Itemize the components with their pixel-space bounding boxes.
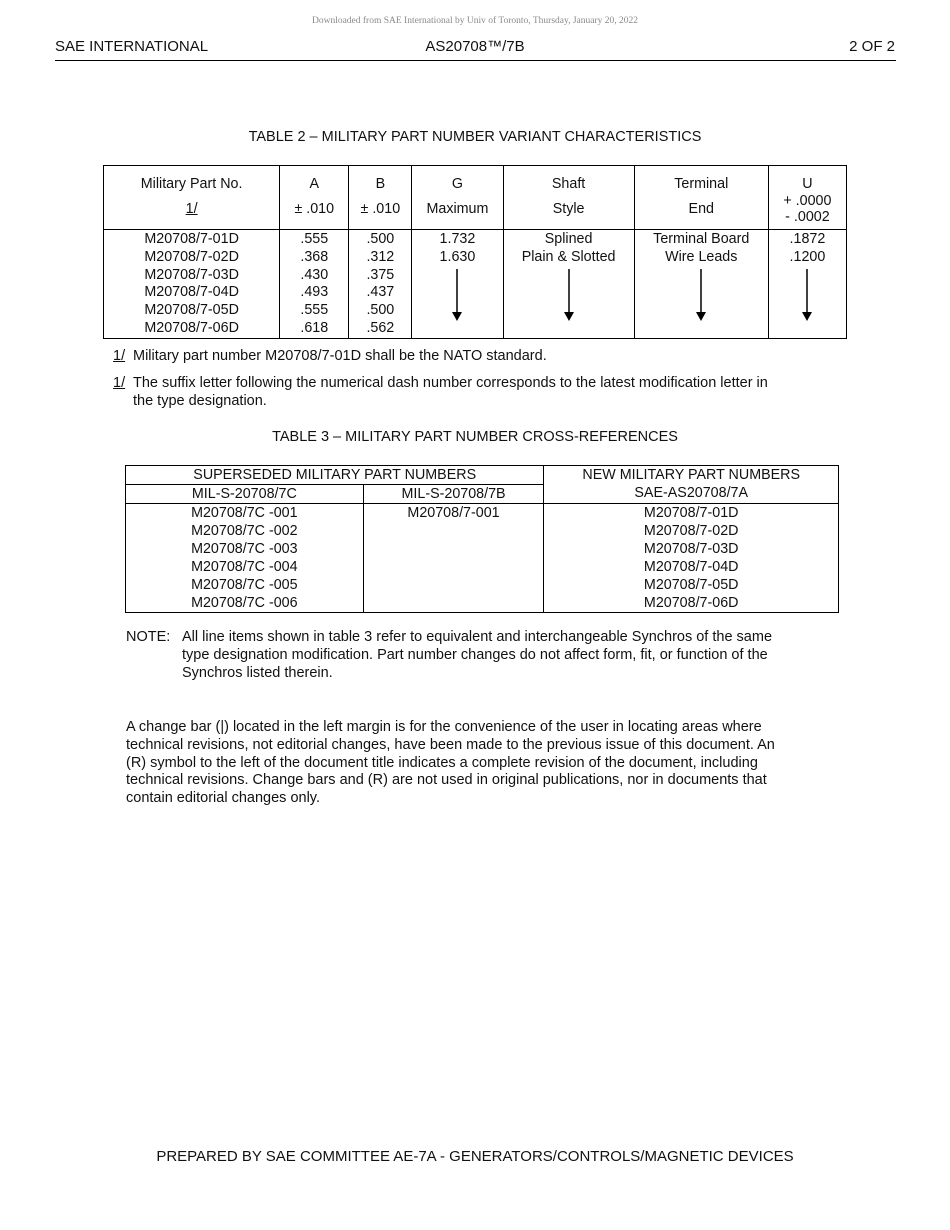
prepared-by-footer: PREPARED BY SAE COMMITTEE AE-7A - GENERATORS/CONTROLS/MAGNETIC DEVICES: [156, 1148, 794, 1165]
superseded-heading: SUPERSEDED MILITARY PART NUMBERS: [126, 466, 544, 485]
a-value: .368: [300, 248, 329, 265]
terminal-end: Wire Leads: [665, 248, 738, 265]
table2-header-cell: G Maximum: [412, 166, 503, 230]
b-value: .312: [366, 248, 395, 265]
part-number: M20708/7-04D: [144, 284, 239, 301]
table2-variant-characteristics: [103, 165, 847, 339]
b-value: .500: [366, 231, 395, 247]
superseded-part-7c: M20708/7C -002: [191, 523, 298, 539]
header-page-number: 2 OF 2: [849, 38, 895, 55]
footnote-text: The suffix letter following the numerical dash number corresponds to the latest modification letter in: [133, 375, 768, 391]
superseded-part-7c: M20708/7C -005: [191, 577, 298, 593]
a-value: .430: [300, 266, 329, 283]
table2-header-cell: U + .0000 - .0002: [768, 166, 846, 230]
part-number: M20708/7-02D: [144, 248, 239, 265]
u-value: .1200: [789, 248, 826, 265]
b-value: .375: [366, 266, 395, 283]
shaft-style: Plain & Slotted: [521, 248, 616, 265]
table3-col3-cell: [544, 504, 839, 613]
footnote-text: the type designation.: [133, 393, 267, 409]
new-part-number: M20708/7-02D: [643, 523, 739, 539]
col3-heading: SAE-AS20708/7A: [634, 485, 749, 501]
new-part-number: M20708/7-04D: [643, 559, 739, 575]
table2-b-cell: [349, 230, 412, 339]
note-text-line: Synchros listed therein.: [182, 665, 333, 681]
col1-heading: MIL-S-20708/7C: [126, 485, 364, 504]
superseded-part-7b: M20708/7-001: [407, 505, 500, 521]
table2-terminal-cell: [634, 230, 768, 339]
download-notice: Downloaded from SAE International by Univ of Toronto, Thursday, January 20, 2022: [311, 16, 639, 26]
part-number: M20708/7-03D: [144, 266, 239, 283]
header-org: SAE INTERNATIONAL: [55, 38, 209, 55]
terminal-end: Terminal Board: [653, 231, 750, 247]
table2-caption: TABLE 2 – MILITARY PART NUMBER VARIANT CHARACTERISTICS: [248, 129, 702, 145]
new-heading: NEW MILITARY PART NUMBERS: [582, 467, 801, 483]
footnote-mark: 1/: [113, 348, 126, 364]
table2-u-cell: [768, 230, 846, 339]
table2-header-cell: Shaft Style: [503, 166, 634, 230]
b-value: .437: [366, 284, 395, 301]
table3-cross-references: [125, 465, 839, 613]
table3-body-row: [126, 504, 839, 613]
a-value: .618: [300, 319, 329, 336]
u-value: .1872: [789, 231, 826, 247]
part-number: M20708/7-06D: [144, 319, 239, 336]
part-number: M20708/7-01D: [144, 231, 239, 247]
table2-part-number-cell: [104, 230, 280, 339]
superseded-part-7c: M20708/7C -001: [191, 505, 298, 521]
table2-header-cell: B ± .010: [349, 166, 412, 230]
down-arrow-icon: [563, 267, 575, 323]
g-value: 1.732: [439, 231, 476, 247]
paragraph-line: (R) symbol to the left of the document title indicates a complete revision of the document, including: [126, 754, 758, 771]
b-value: .562: [366, 319, 395, 336]
footnote-mark: 1/: [113, 375, 126, 391]
superseded-part-7c: M20708/7C -006: [191, 595, 298, 611]
header-doc-id: AS20708™/7B: [425, 38, 525, 55]
superseded-part-7c: M20708/7C -003: [191, 541, 298, 557]
footnote-text: Military part number M20708/7-01D shall be the NATO standard.: [133, 348, 547, 364]
table3-col1-cell: [126, 504, 364, 613]
change-bar-paragraph: [126, 719, 846, 808]
footnote-2: [113, 374, 893, 410]
note-text-line: type designation modification. Part number changes do not affect form, fit, or function of the: [182, 647, 768, 663]
table2-header-cell: Terminal End: [634, 166, 768, 230]
new-part-number: M20708/7-01D: [643, 505, 739, 521]
header-rule: [55, 60, 896, 61]
table2-g-cell: [412, 230, 503, 339]
table2-header-cell: A ± .010: [280, 166, 349, 230]
table3-col2-cell: [363, 504, 544, 613]
paragraph-line: contain editorial changes only.: [126, 790, 320, 807]
new-heading-cell: [544, 466, 839, 504]
table2-a-cell: [280, 230, 349, 339]
note-text-line: All line items shown in table 3 refer to equivalent and interchangeable Synchros of the same: [182, 629, 773, 645]
table2-header-cell: Military Part No. 1/: [104, 166, 280, 230]
a-value: .555: [300, 302, 329, 319]
b-value: .500: [366, 302, 395, 319]
down-arrow-icon: [451, 267, 463, 323]
new-part-number: M20708/7-03D: [643, 541, 739, 557]
part-number: M20708/7-05D: [144, 302, 239, 319]
footnote-1: [113, 347, 893, 365]
a-value: .555: [300, 231, 329, 247]
down-arrow-icon: [695, 267, 707, 323]
shaft-style: Splined: [544, 231, 593, 247]
paragraph-line: A change bar (|) located in the left margin is for the convenience of the user in locating areas where: [126, 719, 762, 735]
table3-caption: TABLE 3 – MILITARY PART NUMBER CROSS-REFERENCES: [272, 429, 678, 445]
paragraph-line: technical revisions. Change bars and (R) are not used in original publications, nor in documents that: [126, 772, 767, 789]
new-part-number: M20708/7-05D: [643, 577, 739, 593]
down-arrow-icon: [801, 267, 813, 323]
table3-note: [126, 629, 846, 683]
table2-shaft-cell: [503, 230, 634, 339]
note-label: NOTE:: [126, 629, 171, 645]
table3-header-row: [126, 466, 839, 485]
g-value: 1.630: [439, 248, 476, 265]
new-part-number: M20708/7-06D: [643, 595, 739, 611]
col2-heading: MIL-S-20708/7B: [363, 485, 544, 504]
table2-body-row: [104, 230, 847, 339]
paragraph-line: technical revisions, not editorial changes, have been made to the previous issue of this document. An: [126, 736, 775, 753]
superseded-part-7c: M20708/7C -004: [191, 559, 298, 575]
a-value: .493: [300, 284, 329, 301]
table2-header-row: [104, 166, 847, 230]
